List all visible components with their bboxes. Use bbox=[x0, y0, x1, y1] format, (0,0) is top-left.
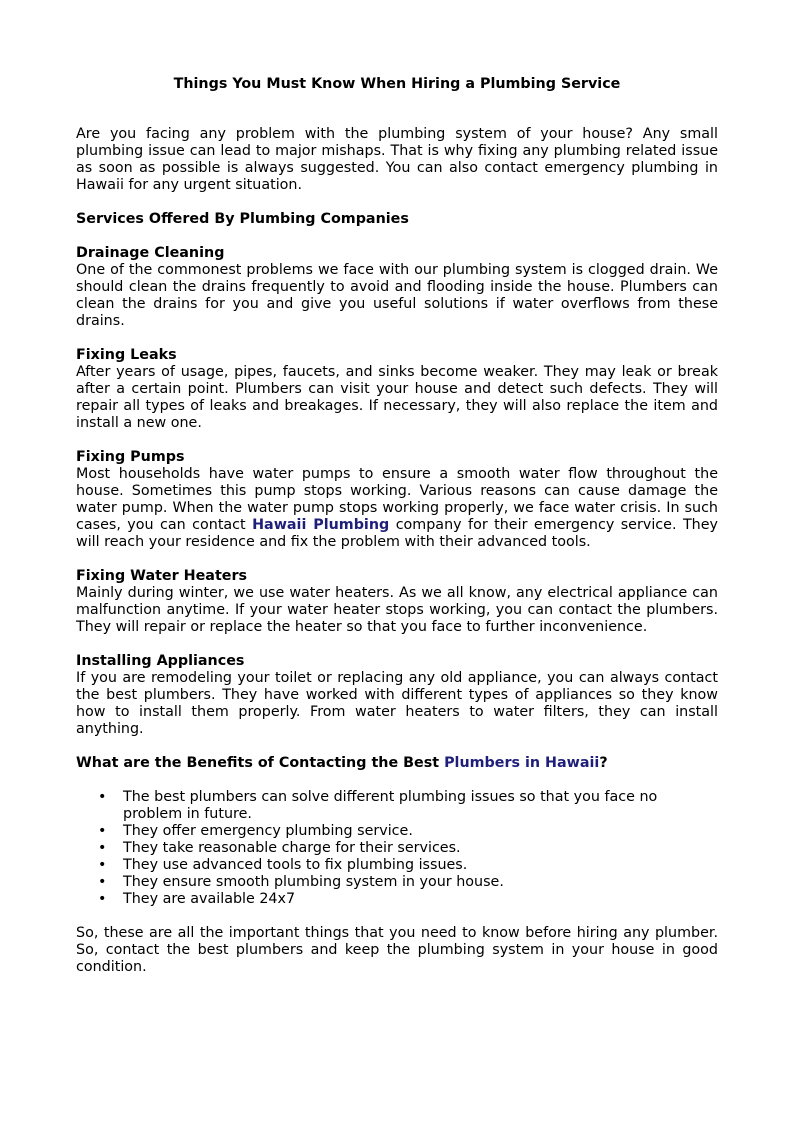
benefits-heading-after: ? bbox=[599, 755, 608, 771]
service-body bbox=[76, 466, 718, 551]
bullet-icon: • bbox=[98, 874, 107, 890]
service-heading: Fixing Water Heaters bbox=[76, 568, 248, 584]
list-item bbox=[76, 857, 718, 874]
closing-paragraph: So, these are all the important things that you need to know before hiring any plumber. So, contact the best plumbers and keep the plumbing system in your house in good condition. bbox=[76, 925, 718, 975]
service-body-before: Most households have water pumps to ensure a smooth water flow throughout the house. Sometimes this pump stops working. Various reasons can cause damage the water pump. When the water pump stops working properly, we face water crisis. In such cases, you can contact bbox=[76, 466, 718, 533]
list-item-text: They use advanced tools to fix plumbing issues. bbox=[123, 857, 468, 873]
bullet-icon: • bbox=[98, 789, 107, 805]
list-item bbox=[76, 840, 718, 857]
service-body: If you are remodeling your toilet or replacing any old appliance, you can always contact the best plumbers. They have worked with different types of appliances so they know how to install them properly. From water heaters to water filters, they can install anything. bbox=[76, 670, 718, 737]
hawaii-plumbing-link[interactable]: Hawaii Plumbing bbox=[252, 517, 390, 533]
intro-paragraph: Are you facing any problem with the plumbing system of your house? Any small plumbing issue can lead to major mishaps. That is why fixing any plumbing related issue as soon as possible is always suggested. You can also contact emergency plumbing in Hawaii for any urgent situation. bbox=[76, 126, 718, 193]
service-leaks bbox=[76, 347, 718, 432]
list-item-text: They offer emergency plumbing service. bbox=[123, 823, 413, 839]
list-item bbox=[76, 823, 718, 840]
bullet-icon: • bbox=[98, 840, 107, 856]
list-item bbox=[76, 874, 718, 891]
service-installing bbox=[76, 653, 718, 738]
list-item-text: They take reasonable charge for their services. bbox=[123, 840, 461, 856]
service-body: After years of usage, pipes, faucets, and sinks become weaker. They may leak or break after a certain point. Plumbers can visit your house and detect such defects. They will repair all types of leaks and breakages. If necessary, they will also replace the item and install a new one. bbox=[76, 364, 718, 431]
service-heading: Drainage Cleaning bbox=[76, 245, 225, 261]
benefits-list bbox=[76, 789, 718, 908]
document-page bbox=[76, 76, 718, 976]
list-item bbox=[76, 789, 718, 823]
plumbers-in-hawaii-link[interactable]: Plumbers in Hawaii bbox=[444, 755, 600, 771]
benefits-heading-before: What are the Benefits of Contacting the Best bbox=[76, 755, 445, 771]
list-item bbox=[76, 891, 718, 908]
document-title: Things You Must Know When Hiring a Plumbing Service bbox=[173, 76, 621, 92]
list-item-text: The best plumbers can solve different plumbing issues so that you face no problem in future. bbox=[123, 789, 658, 822]
service-body: Mainly during winter, we use water heaters. As we all know, any electrical appliance can malfunction anytime. If your water heater stops working, you can contact the plumbers. They will repair or replace the heater so that you face to further inconvenience. bbox=[76, 585, 718, 635]
service-heading: Installing Appliances bbox=[76, 653, 245, 669]
bullet-icon: • bbox=[98, 823, 107, 839]
bullet-icon: • bbox=[98, 891, 107, 907]
service-heading: Fixing Leaks bbox=[76, 347, 177, 363]
bullet-icon: • bbox=[98, 857, 107, 873]
list-item-text: They are available 24x7 bbox=[123, 891, 296, 907]
benefits-heading bbox=[76, 755, 718, 772]
service-water-heaters bbox=[76, 568, 718, 636]
services-heading: Services Offered By Plumbing Companies bbox=[76, 211, 409, 227]
service-pumps bbox=[76, 449, 718, 551]
service-body-after: company for their emergency service. They will reach your residence and fix the problem with their advanced tools. bbox=[76, 517, 718, 550]
service-drainage bbox=[76, 245, 718, 330]
service-body: One of the commonest problems we face with our plumbing system is clogged drain. We should clean the drains frequently to avoid and flooding inside the house. Plumbers can clean the drains for you and give you useful solutions if water overflows from these drains. bbox=[76, 262, 718, 329]
service-heading: Fixing Pumps bbox=[76, 449, 185, 465]
list-item-text: They ensure smooth plumbing system in your house. bbox=[123, 874, 504, 890]
